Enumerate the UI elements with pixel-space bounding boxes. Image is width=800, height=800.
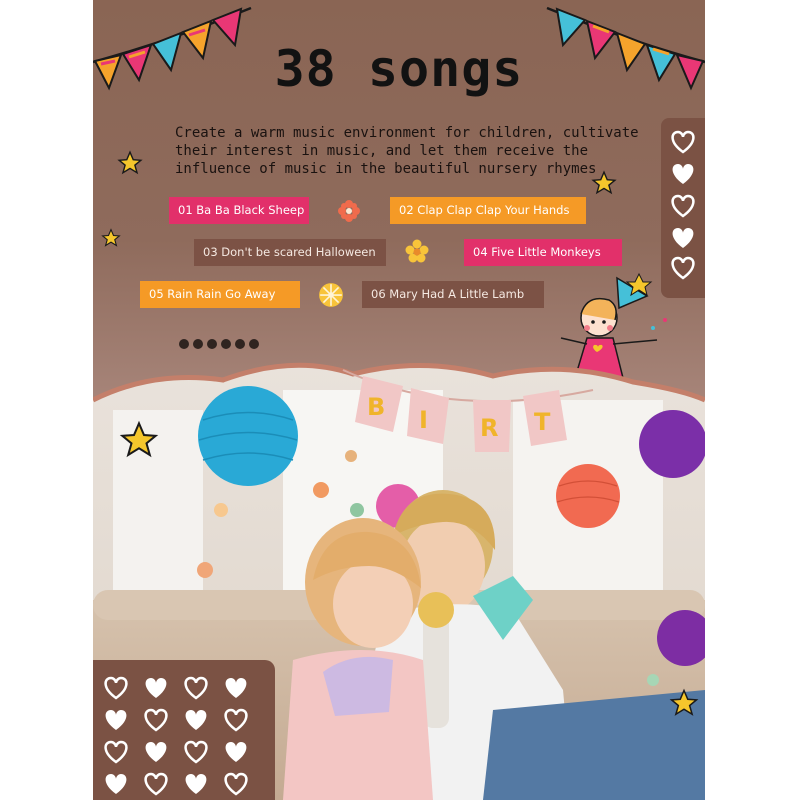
star-icon <box>591 170 617 196</box>
star-icon <box>119 420 159 460</box>
heart-decoration-panel <box>93 660 275 800</box>
content-panel <box>93 0 705 800</box>
song-tag-02: 02 Clap Clap Clap Your Hands <box>390 197 586 224</box>
star-icon <box>101 228 121 248</box>
song-tag-05: 05 Rain Rain Go Away <box>140 281 300 308</box>
flower-icon <box>318 282 344 308</box>
song-tag-03: 03 Don't be scared Halloween <box>194 239 386 266</box>
star-icon <box>669 688 699 718</box>
banner-letter: I <box>419 406 428 434</box>
honeycomb-ball-icon <box>198 386 298 486</box>
flower-icon <box>337 199 361 223</box>
song-tag-04: 04 Five Little Monkeys <box>464 239 622 266</box>
banner-letter: B <box>367 393 386 421</box>
banner-letter: T <box>534 408 551 436</box>
banner-letter: R <box>480 414 499 442</box>
star-icon <box>117 150 143 176</box>
page-title: 38 songs <box>274 40 524 98</box>
song-tag-06: 06 Mary Had A Little Lamb <box>362 281 544 308</box>
flower-icon <box>405 239 429 263</box>
page-indicator-dots <box>179 334 263 353</box>
description-text: Create a warm music environment for children, cultivate their interest in music, and let them receive the influence of music in the beautiful nursery rhymes <box>175 125 639 177</box>
song-tag-01: 01 Ba Ba Black Sheep <box>169 197 309 224</box>
